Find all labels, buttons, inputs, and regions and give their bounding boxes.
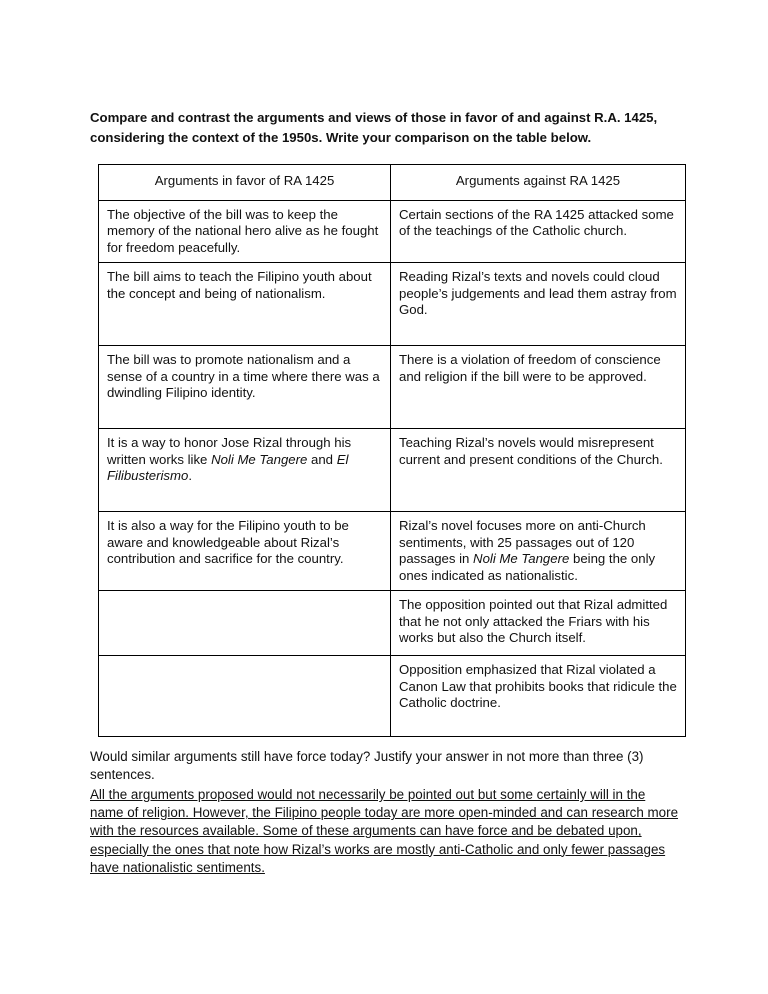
against-cell: Opposition emphasized that Rizal violated a Canon Law that prohibits books that ridicule the Catholic doctrine. xyxy=(391,656,686,737)
favor-cell: It is also a way for the Filipino youth to be aware and knowledgeable about Rizal’s contribution and sacrifice for the country. xyxy=(99,512,391,591)
table-row xyxy=(99,200,686,263)
table-row xyxy=(99,512,686,591)
table-row xyxy=(99,346,686,429)
comparison-table-wrapper xyxy=(98,164,685,737)
favor-cell: The bill was to promote nationalism and a sense of a country in a time where there was a dwindling Filipino identity. xyxy=(99,346,391,429)
table-header-row xyxy=(99,165,686,201)
against-cell xyxy=(391,512,686,591)
table-row xyxy=(99,656,686,737)
book-title-noli: Noli Me Tangere xyxy=(473,551,570,566)
favor-text: It is a way to honor Jose Rizal through his written works like xyxy=(107,435,352,467)
header-favor: Arguments in favor of RA 1425 xyxy=(99,165,391,201)
favor-text: . xyxy=(188,468,193,483)
against-cell: There is a violation of freedom of conscience and religion if the bill were to be approved. xyxy=(391,346,686,429)
book-title-fili: El Filibusterismo xyxy=(107,451,349,483)
book-title-noli: Noli Me Tangere xyxy=(211,451,308,467)
against-cell: Certain sections of the RA 1425 attacked some of the teachings of the Catholic church. xyxy=(391,200,686,263)
favor-cell-empty xyxy=(99,591,391,656)
against-cell: Reading Rizal’s texts and novels could cloud people’s judgements and lead them astray from God. xyxy=(391,263,686,346)
instructions-text: Compare and contrast the arguments and views of those in favor of and against R.A. 1425, considering the context of the 1950s. Write your comparison on the table below. xyxy=(90,110,658,145)
against-text: Rizal’s novel focuses more on anti-Church sentiments, with 25 passages out of 120 passages in xyxy=(399,518,646,566)
favor-cell xyxy=(99,429,391,512)
against-text: being the only ones indicated as nationalistic. xyxy=(399,551,656,583)
against-cell: Teaching Rizal’s novels would misrepresent current and present conditions of the Church. xyxy=(391,429,686,512)
question-text: Would similar arguments still have force today? Justify your answer in not more than three (3) sentences. xyxy=(90,749,644,782)
table-row xyxy=(99,263,686,346)
favor-text: and xyxy=(307,451,337,467)
favor-cell-empty xyxy=(99,656,391,737)
favor-cell: The bill aims to teach the Filipino youth about the concept and being of nationalism. xyxy=(99,263,391,346)
header-against: Arguments against RA 1425 xyxy=(391,165,686,201)
comparison-table xyxy=(98,164,686,737)
table-row xyxy=(99,591,686,656)
table-row xyxy=(99,429,686,512)
favor-cell: The objective of the bill was to keep the memory of the national hero alive as he fought for freedom peacefully. xyxy=(99,200,391,263)
against-cell: The opposition pointed out that Rizal admitted that he not only attacked the Friars with his works but also the Church itself. xyxy=(391,591,686,656)
answer-text: All the arguments proposed would not necessarily be pointed out but some certainly will in the name of religion. However, the Filipino people today are more open-minded and can research more with the resources available. Some of these arguments can have force and be debated upon, especially the ones that note how Rizal’s works are mostly anti-Catholic and only fewer passages have nationalistic sentiments. xyxy=(90,787,679,875)
